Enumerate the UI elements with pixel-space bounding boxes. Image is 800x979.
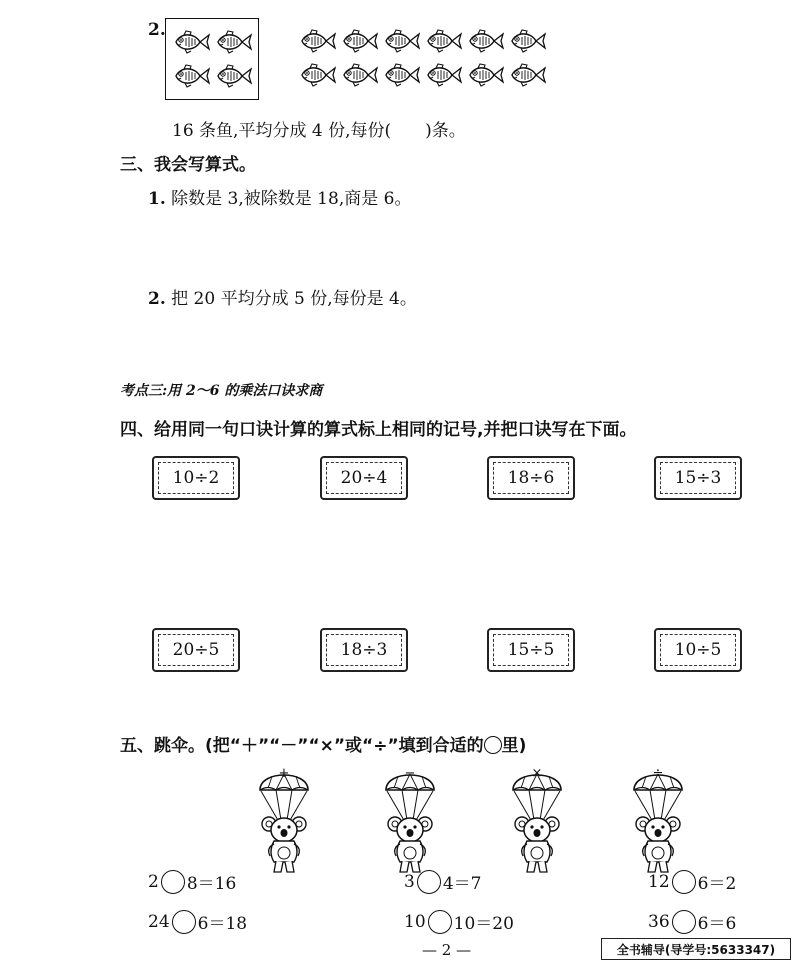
equation-left: 10 xyxy=(404,911,426,932)
fish-icon xyxy=(424,62,462,88)
q2-sentence xyxy=(172,116,466,141)
parachute-symbol: − xyxy=(404,766,416,781)
page-number: — 2 — xyxy=(422,941,472,959)
equation-left: 3 xyxy=(404,871,415,892)
fish-icon xyxy=(298,28,336,54)
q2-sentence-part1: 16 条鱼,平均分成 4 份,每份( xyxy=(172,121,392,141)
equation xyxy=(404,909,514,934)
equation xyxy=(648,909,736,934)
parachute-koala-divide xyxy=(626,764,690,884)
fish-icon xyxy=(466,28,504,54)
fish-icon xyxy=(214,63,252,89)
expression-text: 18÷3 xyxy=(340,640,388,660)
equation-right: 10＝20 xyxy=(453,914,514,934)
operator-circle[interactable] xyxy=(672,910,696,934)
parachute-symbol: ÷ xyxy=(652,766,664,781)
parachute-symbol: + xyxy=(278,766,290,781)
fish-icon xyxy=(508,62,546,88)
parachute-koala-minus xyxy=(378,764,442,884)
fish-icon xyxy=(172,63,210,89)
section3-title: 三、我会写算式。 xyxy=(120,155,256,175)
item-number: 1. xyxy=(148,189,166,209)
guide-badge-text: 全书辅导(导学号:5633347) xyxy=(616,942,776,957)
expression-text: 15÷5 xyxy=(507,640,555,660)
expression-card[interactable] xyxy=(654,456,742,500)
topic-label: 考点三:用 2～6 的乘法口诀求商 xyxy=(120,383,323,399)
expression-card[interactable] xyxy=(152,628,240,672)
equation-left: 12 xyxy=(648,871,670,892)
operator-circle[interactable] xyxy=(428,910,452,934)
parachute-symbol: × xyxy=(531,766,543,781)
expression-card[interactable] xyxy=(487,628,575,672)
fish-icon xyxy=(298,62,336,88)
equation-left: 36 xyxy=(648,911,670,932)
equation-right: 4＝7 xyxy=(442,874,482,894)
circle-icon xyxy=(484,736,502,754)
equation-right: 8＝16 xyxy=(186,874,237,894)
parachute-koala-times xyxy=(505,764,569,884)
fish-icon xyxy=(340,62,378,88)
item-text: 除数是 3,被除数是 18,商是 6。 xyxy=(171,189,412,209)
answer-area-2[interactable] xyxy=(148,312,748,372)
section5-title-part1: 五、跳伞。(把“＋”“－”“×”或“÷”填到合适的 xyxy=(120,736,484,756)
section4-title: 四、给用同一句口诀计算的算式标上相同的记号,并把口诀写在下面。 xyxy=(120,420,637,440)
operator-circle[interactable] xyxy=(161,870,185,894)
fish-icon xyxy=(466,62,504,88)
fish-icon xyxy=(424,28,462,54)
item-number: 2. xyxy=(148,289,166,309)
q2-number: 2. xyxy=(148,20,166,40)
equation xyxy=(648,869,736,894)
equation-right: 6＝18 xyxy=(197,914,248,934)
koala-parachute-icon xyxy=(505,764,569,884)
koala-parachute-icon xyxy=(252,764,316,884)
operator-circle[interactable] xyxy=(672,870,696,894)
operator-circle[interactable] xyxy=(417,870,441,894)
expression-card[interactable] xyxy=(654,628,742,672)
expression-card[interactable] xyxy=(320,628,408,672)
equation-left: 24 xyxy=(148,911,170,932)
fish-icon xyxy=(508,28,546,54)
fish-icon xyxy=(214,29,252,55)
equation xyxy=(148,869,236,894)
fish-icon xyxy=(382,62,420,88)
expression-text: 18÷6 xyxy=(507,468,555,488)
equation xyxy=(148,909,247,934)
guide-badge xyxy=(601,938,791,960)
section5-title xyxy=(120,731,526,756)
expression-text: 20÷5 xyxy=(172,640,220,660)
section3-item-2 xyxy=(148,284,417,309)
equation-right: 6＝2 xyxy=(697,874,737,894)
loose-fish-group xyxy=(298,24,548,94)
fish-icon xyxy=(172,29,210,55)
equation-left: 2 xyxy=(148,871,159,892)
koala-parachute-icon xyxy=(626,764,690,884)
expression-card[interactable] xyxy=(320,456,408,500)
operator-circle[interactable] xyxy=(172,910,196,934)
expression-card[interactable] xyxy=(487,456,575,500)
expression-text: 20÷4 xyxy=(340,468,388,488)
expression-text: 10÷2 xyxy=(172,468,220,488)
koala-parachute-icon xyxy=(378,764,442,884)
section3-item-1 xyxy=(148,184,411,209)
equation xyxy=(404,869,481,894)
item-text: 把 20 平均分成 5 份,每份是 4。 xyxy=(171,289,417,309)
fish-icon xyxy=(382,28,420,54)
expression-text: 15÷3 xyxy=(674,468,722,488)
parachute-koala-plus xyxy=(252,764,316,884)
q2-sentence-part2: )条。 xyxy=(425,121,466,141)
expression-text: 10÷5 xyxy=(674,640,722,660)
fish-group-box xyxy=(165,18,259,100)
section5-title-part2: 里) xyxy=(501,736,527,756)
expression-card[interactable] xyxy=(152,456,240,500)
fish-icon xyxy=(340,28,378,54)
answer-area-1[interactable] xyxy=(148,212,748,272)
equation-right: 6＝6 xyxy=(697,914,737,934)
